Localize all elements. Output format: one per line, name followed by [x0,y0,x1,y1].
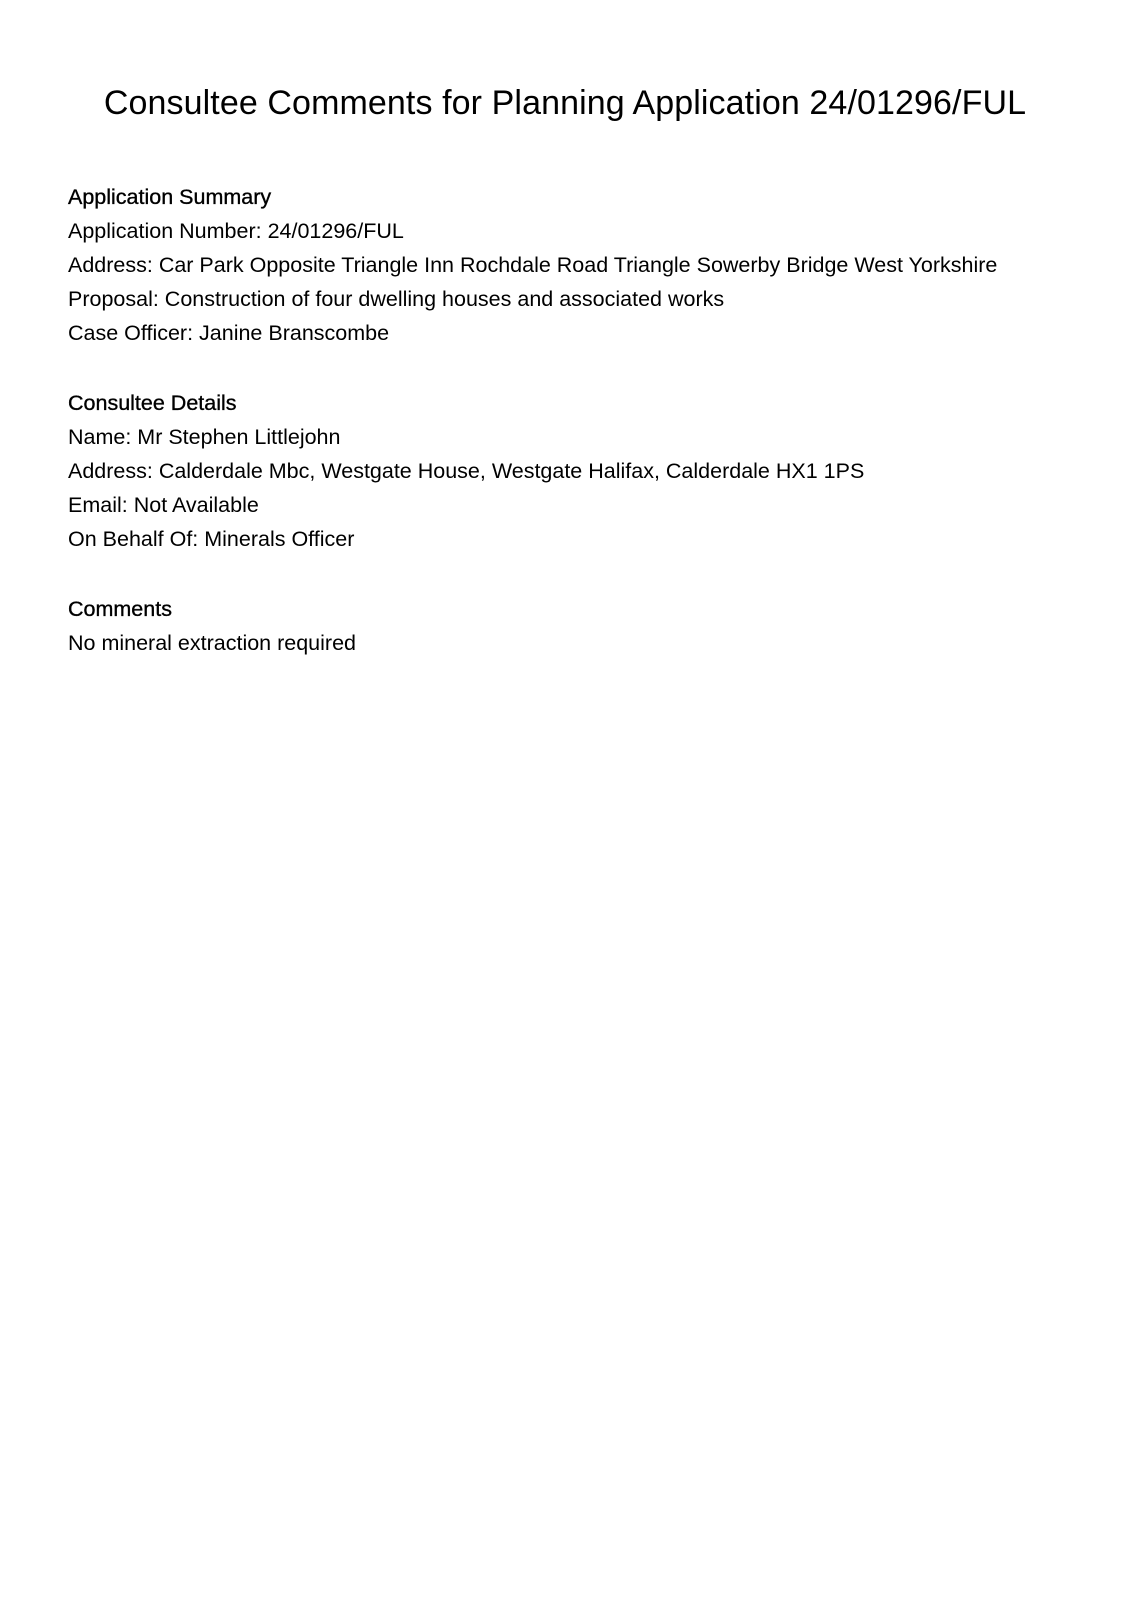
consultee-details-heading: Consultee Details [68,391,237,415]
application-summary-section [68,180,1108,350]
application-address: Address: Car Park Opposite Triangle Inn Rochdale Road Triangle Sowerby Bridge West Yorkshire [68,253,998,277]
consultee-address: Address: Calderdale Mbc, Westgate House, Westgate Halifax, Calderdale HX1 1PS [68,459,865,483]
application-number: Application Number: 24/01296/FUL [68,219,404,243]
case-officer: Case Officer: Janine Branscombe [68,321,390,345]
consultee-email: Email: Not Available [68,493,259,517]
comments-section [68,592,1108,660]
consultee-details-section [68,386,1108,556]
comments-text: No mineral extraction required [68,631,356,655]
page-title: Consultee Comments for Planning Application 24/01296/FUL [103,84,1027,122]
comments-heading: Comments [68,597,172,621]
consultee-name: Name: Mr Stephen Littlejohn [68,425,341,449]
consultee-on-behalf-of: On Behalf Of: Minerals Officer [68,527,355,551]
application-summary-heading: Application Summary [68,185,272,209]
application-proposal: Proposal: Construction of four dwelling houses and associated works [68,287,725,311]
